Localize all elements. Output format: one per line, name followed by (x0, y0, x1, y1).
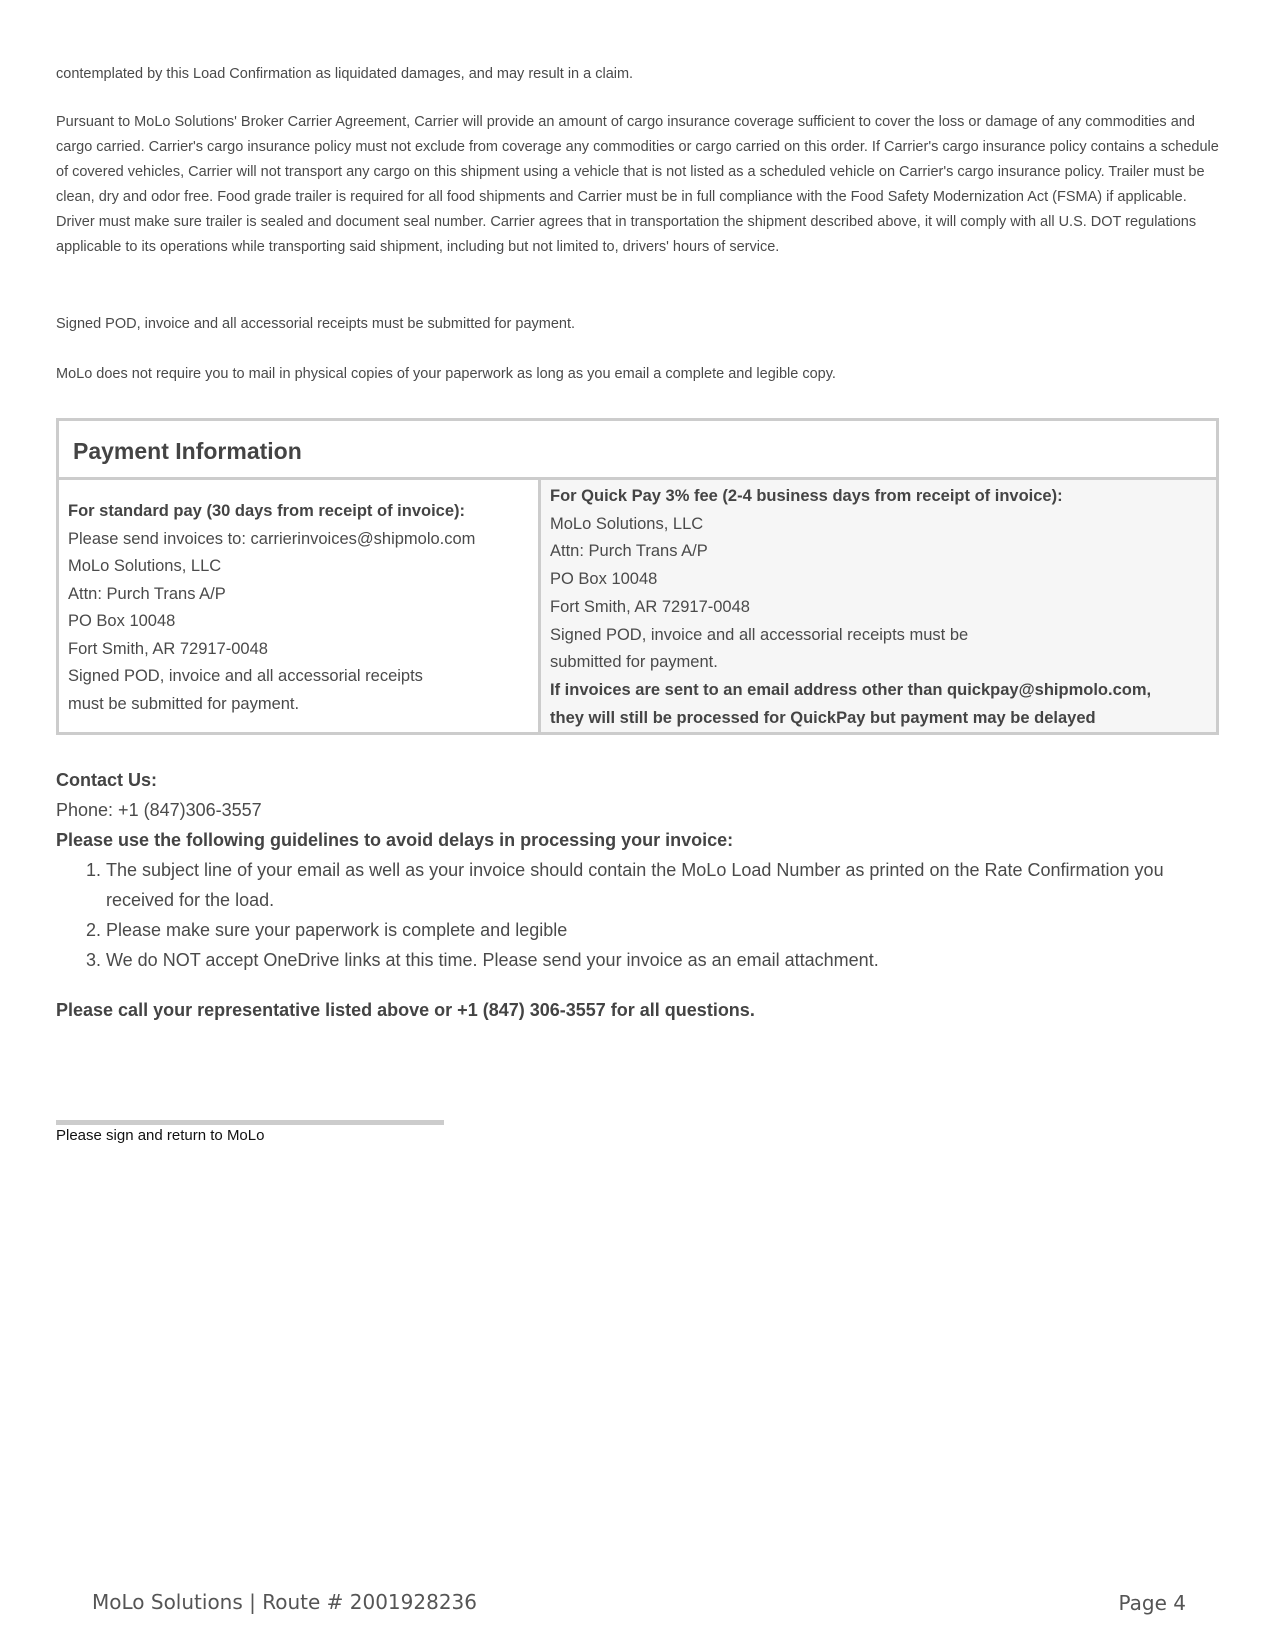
quickpay-column (541, 480, 1216, 732)
payment-information-title: Payment Information (59, 421, 1216, 480)
standard-pay-note-line1: Signed POD, invoice and all accessorial receipts (68, 667, 423, 685)
signature-label: Please sign and return to MoLo (56, 1127, 265, 1144)
quickpay-heading: For Quick Pay 3% fee (2-4 business days from receipt of invoice): (550, 487, 1063, 505)
contact-heading: Contact Us: (56, 770, 158, 790)
standard-pay-send-to: Please send invoices to: carrierinvoices@shipmolo.com (68, 529, 476, 548)
quickpay-attn: Attn: Purch Trans A/P (550, 542, 708, 561)
signature-line (56, 1120, 444, 1125)
quickpay-warning-line2: they will still be processed for QuickPay but payment may be delayed (550, 708, 1096, 727)
standard-pay-heading: For standard pay (30 days from receipt of invoice): (68, 502, 466, 520)
liquidated-damages-text: contemplated by this Load Confirmation as liquidated damages, and may result in a claim. (56, 66, 634, 82)
standard-pay-company: MoLo Solutions, LLC (68, 557, 222, 575)
quickpay-warning-line1: If invoices are sent to an email address other than quickpay@shipmolo.com, (550, 680, 1152, 699)
quickpay-company: MoLo Solutions, LLC (550, 514, 704, 533)
standard-pay-note-line2: must be submitted for payment. (68, 694, 300, 713)
payment-columns (59, 480, 1216, 732)
quickpay-po-box: PO Box 10048 (550, 570, 658, 589)
guidelines-heading: Please use the following guidelines to avoid delays in processing your invoice: (56, 830, 734, 850)
standard-pay-city: Fort Smith, AR 72917-0048 (68, 639, 268, 658)
footer-page-number: Page 4 (1118, 1591, 1186, 1615)
paperwork-mail-text: MoLo does not require you to mail in physical copies of your paperwork as long as you email a complete and legible copy. (56, 366, 836, 382)
contact-section (56, 765, 1219, 975)
call-representative-text: Please call your representative listed above or +1 (847) 306-3557 for all questions. (56, 1000, 755, 1020)
cargo-insurance-paragraph: Pursuant to MoLo Solutions' Broker Carrier Agreement, Carrier will provide an amount of cargo insurance coverage sufficient to cover the loss or damage of any commodities and cargo carried. Carrier's cargo insurance policy must not exclude from coverage any commodities or cargo carried on this order. If Carrier's cargo insurance policy contains a schedule of covered vehicles, Carrier will not transport any cargo on this shipment using a vehicle that is not listed as a scheduled vehicle on Carrier's cargo insurance policy. Trailer must be clean, dry and odor free. Food grade trailer is required for all food shipments and Carrier must be in full compliance with the Food Safety Modernization Act (FSMA) if applicable. Driver must make sure trailer is sealed and document seal number. Carrier agrees that in transportation the shipment described above, it will comply with all U.S. DOT regulations applicable to its operations while transporting said shipment, including but not limited to, drivers' hours of service. (56, 114, 1219, 255)
footer-route: MoLo Solutions | Route # 2001928236 (92, 1590, 477, 1614)
quickpay-note-line1: Signed POD, invoice and all accessorial receipts must be (550, 625, 969, 644)
standard-pay-attn: Attn: Purch Trans A/P (68, 584, 226, 603)
guideline-item: 1. The subject line of your email as well as your invoice should contain the MoLo Load Number as printed on the Rate Confirmation you received for the load. (106, 855, 1219, 915)
contact-phone: Phone: +1 (847)306-3557 (56, 800, 262, 820)
quickpay-note-line2: submitted for payment. (550, 653, 718, 672)
guideline-item: 3. We do NOT accept OneDrive links at this time. Please send your invoice as an email attachment. (106, 945, 1219, 975)
pod-requirement-text: Signed POD, invoice and all accessorial receipts must be submitted for payment. (56, 316, 576, 332)
guidelines-list (56, 855, 1219, 975)
quickpay-city: Fort Smith, AR 72917-0048 (550, 597, 750, 616)
payment-information-box (56, 418, 1219, 735)
standard-pay-column (59, 480, 541, 732)
standard-pay-po-box: PO Box 10048 (68, 612, 176, 630)
guideline-item: 2. Please make sure your paperwork is complete and legible (106, 915, 1219, 945)
